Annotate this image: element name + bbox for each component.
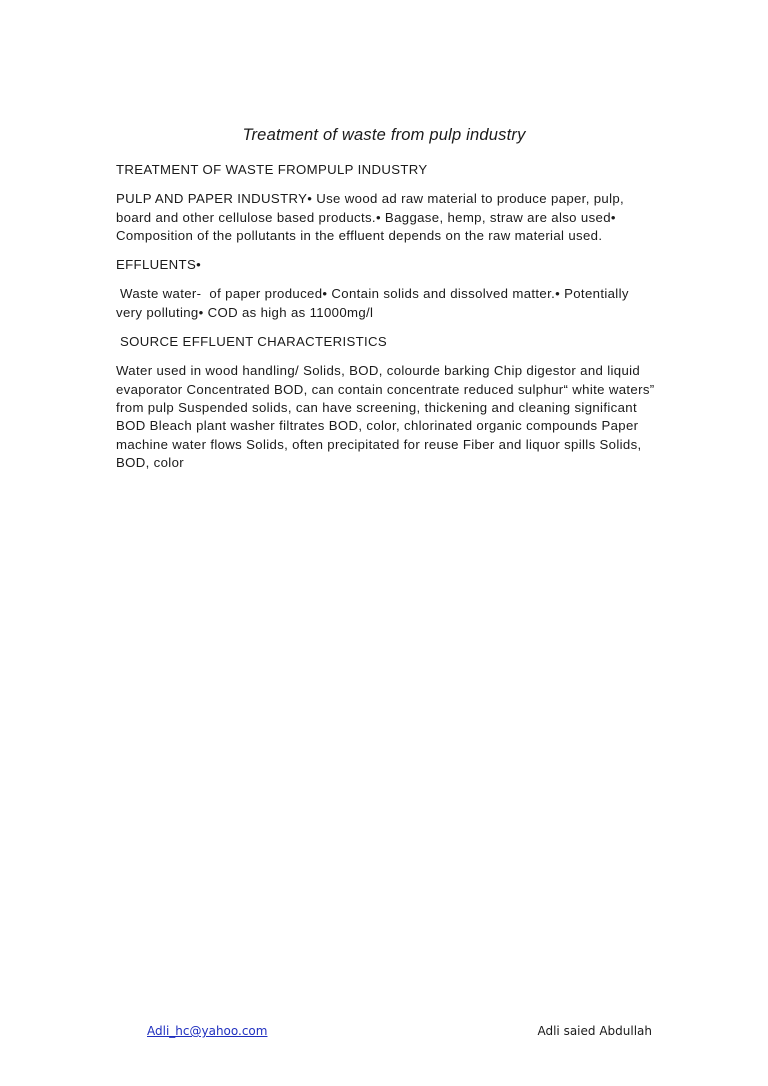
section-heading-source-effluent: SOURCE EFFLUENT CHARACTERISTICS bbox=[116, 334, 388, 350]
footer-email-link[interactable]: Adli_hc@yahoo.com bbox=[147, 1024, 268, 1038]
section-heading-treatment: TREATMENT OF WASTE FROMPULP INDUSTRY bbox=[116, 162, 428, 177]
paragraph-pulp-industry: PULP AND PAPER INDUSTRY• Use wood ad raw material to produce paper, pulp, board and other cellulose based products.• Baggase, hemp, straw are also used• Composition of the pollutants in the effluent depends on the raw material used. bbox=[116, 191, 625, 243]
page-title: Treatment of waste from pulp industry bbox=[242, 126, 526, 144]
section-heading-effluents: EFFLUENTS• bbox=[116, 257, 202, 273]
paragraph-waste-water: Waste water- of paper produced• Contain solids and dissolved matter.• Potentially very polluting• COD as high as 11000mg/l bbox=[116, 286, 633, 320]
document-body bbox=[116, 161, 656, 483]
footer-author: Adli saied Abdullah bbox=[537, 1024, 652, 1038]
paragraph-water-usage: Water used in wood handling/ Solids, BOD, colourde barking Chip digestor and liquid evaporator Concentrated BOD, can contain concentrate reduced sulphur“ white waters” from pulp Suspended solids, can have screening, thickening and cleaning significant BOD Bleach plant washer filtrates BOD, color, chlorinated organic compounds Paper machine water flows Solids, often precipitated for reuse Fiber and liquor spills Solids, BOD, color bbox=[116, 363, 655, 470]
